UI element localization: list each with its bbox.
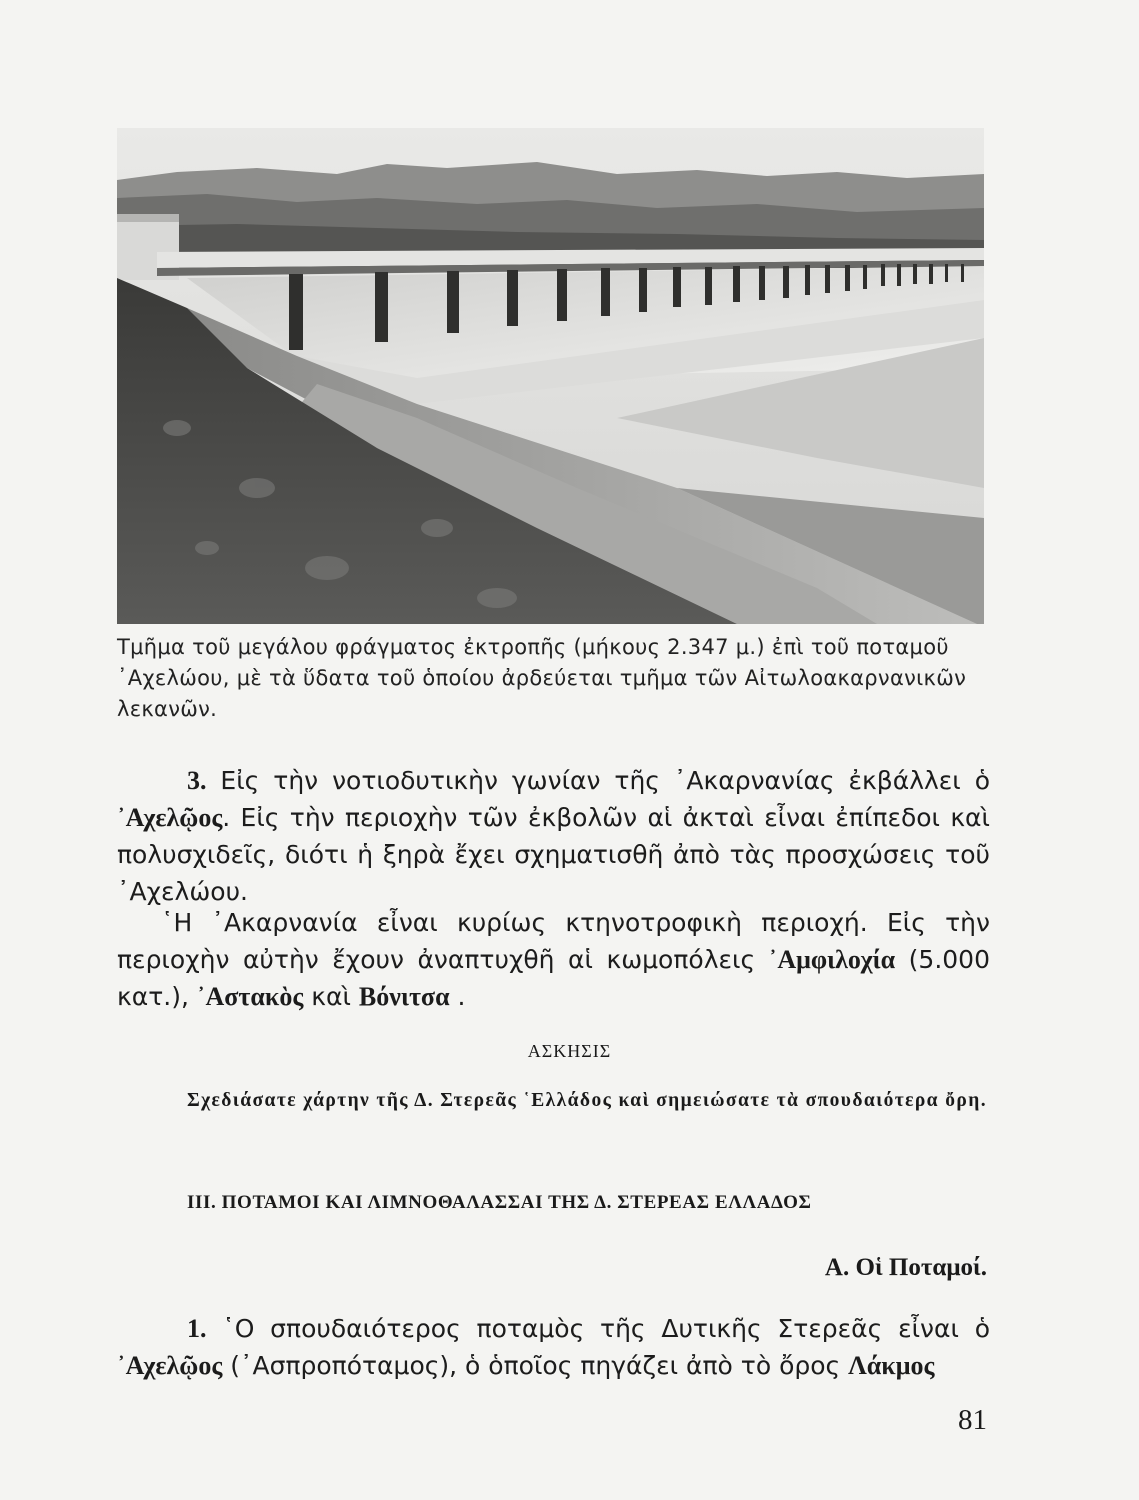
chapter-heading: ΙΙΙ. ΠΟΤΑΜΟΙ ΚΑΙ ΛΙΜΝΟΘΑΛΑΣΣΑΙ ΤΗΣ Δ. ΣΤΕΡΕΑΣ ΕΛΛΑΔΟΣ (187, 1192, 812, 1213)
caption-line-3: λεκανῶν. (117, 697, 218, 721)
akarnania-paragraph (117, 904, 990, 1015)
dam-photograph (117, 128, 984, 624)
mount-lakmos: Λάκμος (848, 1351, 935, 1380)
section-3-number: 3. (187, 766, 207, 795)
section-1-text-a: ῾Ο σπουδαιότερος ποταμὸς τῆς Δυτικῆς Στερεᾶς εἶναι ὁ (206, 1314, 990, 1343)
para2-text-d: . (449, 982, 466, 1011)
town-astakos: ᾿Αστακὸς (196, 982, 304, 1011)
page-number: 81 (958, 1404, 987, 1436)
exercise-text-body: Σχεδιάσατε χάρτην τῆς Δ. Στερεᾶς ῾Ελλάδος καὶ σημειώσατε τὰ σπουδαιότερα ὄρη. (187, 1090, 987, 1111)
para2-text-a: ῾Η ᾿Ακαρνανία εἶναι κυρίως κτηνοτροφικὴ περιοχή. Εἰς τὴν περιοχὴν αὐτὴν ἔχουν ἀναπτυχθῆ αἱ κωμοπόλεις (117, 908, 990, 974)
caption-line-1: Τμῆμα τοῦ μεγάλου φράγματος ἐκτροπῆς (μήκους 2.347 μ.) ἐπὶ τοῦ ποταμοῦ (117, 635, 949, 659)
section-3-river: ᾿Αχελῷος (117, 803, 223, 832)
section-3-paragraph (117, 762, 990, 910)
subheading-rivers: Α. Οἱ Ποταμοί. (824, 1254, 987, 1281)
exercise-title: ΑΣΚΗΣΙΣ (527, 1041, 612, 1061)
exercise-text (187, 1082, 987, 1120)
section-1-paragraph (117, 1310, 990, 1384)
para2-text-c: καὶ (303, 982, 359, 1011)
town-vonitsa: Βόνιτσα (358, 982, 450, 1011)
para2-text-b: (5.000 κατ.), (117, 945, 990, 1011)
section-1-number: 1. (187, 1314, 207, 1343)
section-1-river: ᾿Αχελῷος (117, 1351, 223, 1380)
section-3-text-a: Εἰς τὴν νοτιοδυτικὴν γωνίαν τῆς ᾿Ακαρνανίας ἐκβάλλει ὁ (206, 766, 990, 795)
dam-photo-svg (117, 128, 984, 624)
section-1-text-b: (᾿Ασπροπόταμος), ὁ ὁποῖος πηγάζει ἀπὸ τὸ ὄρος (222, 1351, 849, 1380)
caption-line-2: ᾿Αχελώου, μὲ τὰ ὕδατα τοῦ ὁποίου ἀρδεύεται τμῆμα τῶν Αἰτωλοακαρνανικῶν (117, 666, 967, 690)
figure-caption (117, 632, 987, 725)
town-amfilochia: ᾿Αμφιλοχία (768, 945, 896, 974)
section-3-text-b: . Εἰς τὴν περιοχὴν τῶν ἐκβολῶν αἱ ἀκταὶ εἶναι ἐπίπεδοι καὶ πολυσχιδεῖς, διότι ἡ ξηρὰ ἔχει σχηματισθῆ ἀπὸ τὰς προσχώσεις τοῦ ᾿Αχελώου. (117, 803, 990, 906)
